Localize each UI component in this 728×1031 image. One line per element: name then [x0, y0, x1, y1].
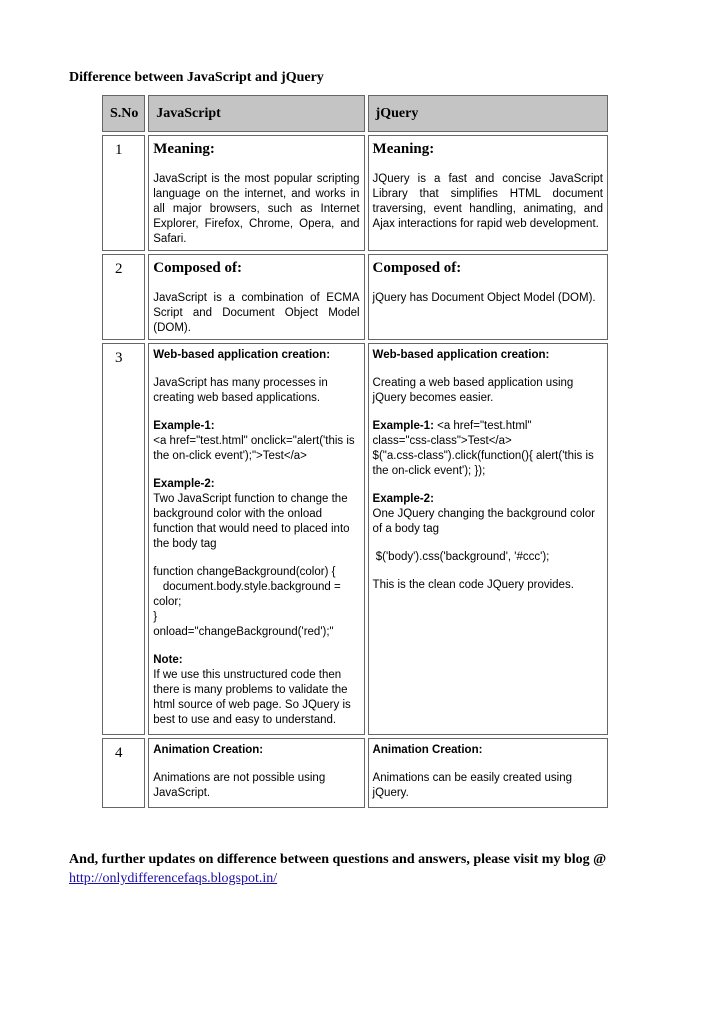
cell-heading: Web-based application creation:	[372, 349, 550, 361]
example-2-text: One JQuery changing the background color of a body tag	[372, 508, 596, 535]
example-2-label: Example-2:	[372, 493, 434, 505]
closing-text: This is the clean code JQuery provides.	[372, 579, 574, 591]
javascript-cell	[148, 738, 364, 808]
note-text: If we use this unstructured code then there is many problems to validate the html source of web page. So JQuery is best to use and easy to understand.	[153, 669, 351, 726]
cell-heading: Composed of:	[372, 260, 462, 276]
cell-text: jQuery has Document Object Model (DOM).	[372, 292, 596, 304]
cell-heading: Meaning:	[372, 141, 435, 157]
table-header-row	[102, 95, 608, 132]
table-row	[102, 254, 608, 340]
cell-text: JavaScript has many processes in creating web based applications.	[153, 377, 328, 404]
table-row	[102, 343, 608, 735]
cell-text: JQuery is a fast and concise JavaScript Library that simplifies HTML document traversing, event handling, animating, and Ajax interactions for rapid web development.	[372, 173, 603, 230]
jquery-cell	[368, 738, 608, 808]
header-jquery: jQuery	[368, 95, 608, 132]
jquery-cell	[368, 254, 608, 340]
example-1-label: Example-1:	[372, 420, 434, 432]
cell-heading: Composed of:	[153, 260, 242, 276]
row-number: 4	[115, 745, 123, 761]
javascript-cell	[148, 135, 364, 251]
row-number-cell	[102, 738, 145, 808]
cell-heading: Web-based application creation:	[153, 349, 331, 361]
javascript-cell	[148, 343, 364, 735]
cell-heading: Animation Creation:	[372, 744, 483, 756]
example-2-text: Two JavaScript function to change the background color with the onload function that would need to placed into the body tag	[153, 493, 350, 550]
row-number-cell	[102, 135, 145, 251]
table-row	[102, 135, 608, 251]
comparison-table	[99, 92, 611, 811]
cell-text: Animations can be easily created using jQuery.	[372, 772, 572, 799]
table-row	[102, 738, 608, 808]
header-sno: S.No	[102, 95, 145, 132]
example-1	[373, 419, 603, 434]
cell-text: Animations are not possible using JavaScript.	[153, 772, 326, 799]
cell-text: Creating a web based application using jQuery becomes easier.	[372, 377, 574, 404]
note-label: Note:	[153, 654, 183, 666]
cell-heading: Meaning:	[153, 141, 215, 157]
cell-text: JavaScript is a combination of ECMA Script and Document Object Model (DOM).	[153, 292, 360, 334]
code-block: $('body').css('background', '#ccc');	[372, 551, 550, 563]
example-1-code: <a href="test.html" onclick="alert('this is the on-click event');">Test</a>	[153, 435, 355, 462]
blog-link[interactable]: http://onlydifferencefaqs.blogspot.in/	[69, 871, 278, 886]
jquery-cell	[368, 135, 608, 251]
code-block: function changeBackground(color) { document.body.style.background = color; } onload="changeBackground('red');"	[153, 566, 341, 638]
example-1-code-start: <a href="test.html"	[433, 420, 532, 432]
cell-heading: Animation Creation:	[153, 744, 264, 756]
cell-text: JavaScript is the most popular scripting language on the internet, and works in all major browsers, such as Internet Explorer, Firefox, Chrome, Opera, and Safari.	[153, 173, 360, 245]
row-number-cell	[102, 343, 145, 735]
javascript-cell	[148, 254, 364, 340]
example-1-code: class="css-class">Test</a> $("a.css-class").click(function(){ alert('this is the on-click event'); });	[372, 435, 594, 477]
example-1-label: Example-1:	[153, 420, 215, 432]
header-javascript: JavaScript	[148, 95, 364, 132]
example-2-label: Example-2:	[153, 478, 215, 490]
document-title: Difference between JavaScript and jQuery	[69, 70, 324, 85]
footer-text: And, further updates on difference between questions and answers, please visit my blog @	[69, 852, 607, 867]
row-number: 2	[115, 261, 123, 277]
row-number: 1	[115, 142, 123, 158]
jquery-cell	[368, 343, 608, 735]
row-number-cell	[102, 254, 145, 340]
row-number: 3	[115, 350, 123, 366]
